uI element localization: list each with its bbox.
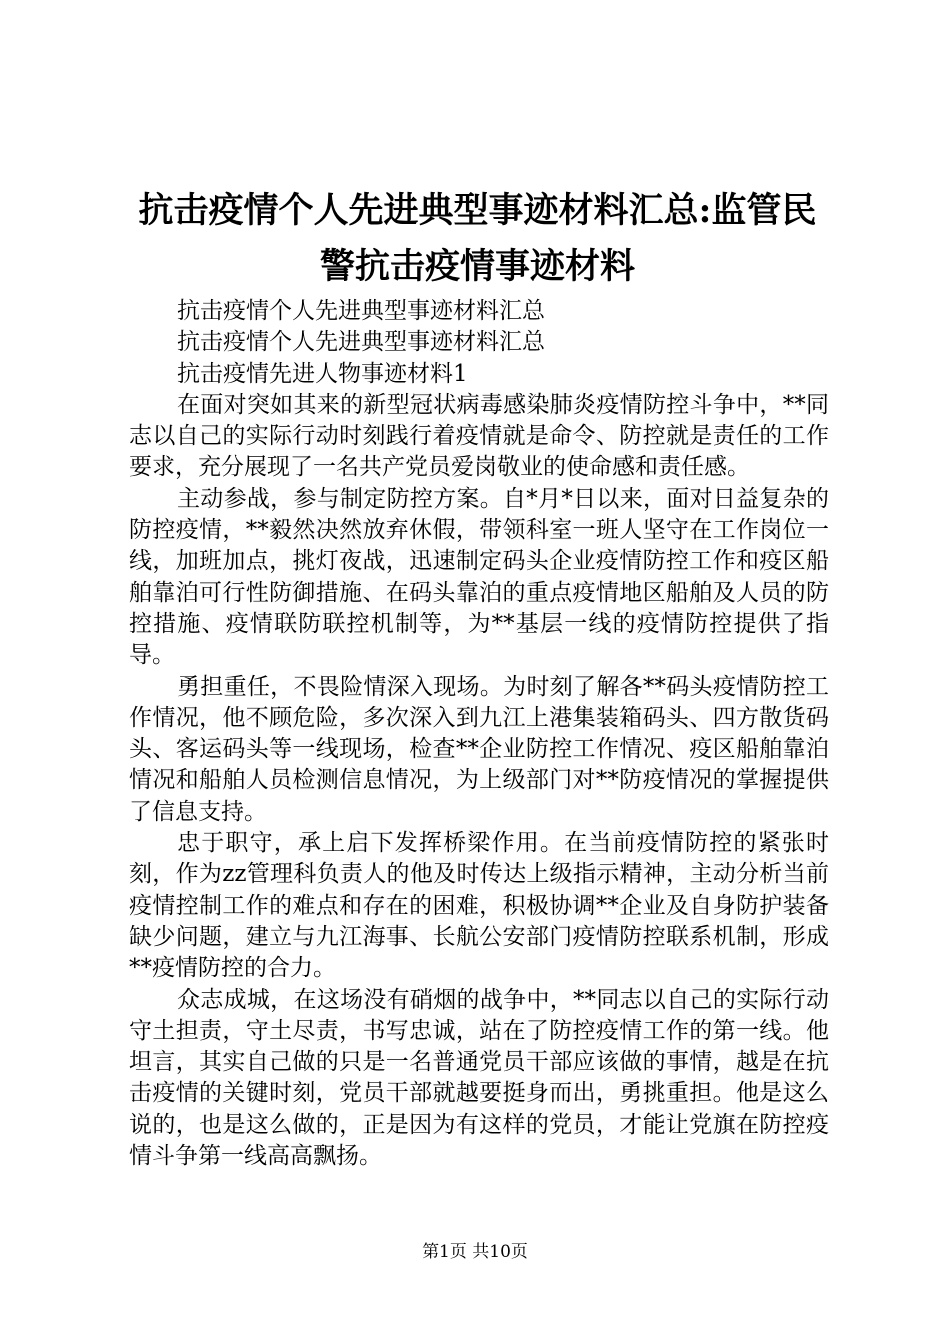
page-number-footer: 第1页 共10页 [422, 1242, 528, 1262]
paragraph-subtitle-1: 抗击疫情个人先进典型事迹材料汇总 [177, 298, 545, 324]
paragraph-participate: 主动参战，参与制定防控方案。自*月*日以来，面对日益复杂的防控疫情，**毅然决然放弃休假，带领科室一班人坚守在工作岗位一线，加班加点，挑灯夜战，迅速制定码头企业疫情防控工作和疫区船舶靠泊可行性防御措施、在码头靠泊的重点疫情地区船舶及人员的防控措施、疫情联防联控机制等，为**基层一线的疫情防控提供了指导。 [129, 485, 829, 669]
paragraph-subtitle-2: 抗击疫情个人先进典型事迹材料汇总 [177, 329, 545, 356]
paragraph-responsibility: 勇担重任，不畏险情深入现场。为时刻了解各**码头疫情防控工作情况，他不顾危险，多次深入到九江上港集装箱码头、四方散货码头、客运码头等一线现场，检查**企业防控工作情况、疫区船舶靠泊情况和船舶人员检测信息情况，为上级部门对**防疫情况的掌握提供了信息支持。 [129, 673, 829, 825]
paragraph-conclusion: 众志成城，在这场没有硝烟的战争中，**同志以自己的实际行动守土担责，守土尽责，书写忠诚，站在了防控疫情工作的第一线。他坦言，其实自己做的只是一名普通党员干部应该做的事情，越是在抗击疫情的关键时刻，党员干部就越要挺身而出，勇挑重担。他是这么说的，也是这么做的，正是因为有这样的党员，才能让党旗在防控疫情斗争第一线高高飘扬。 [129, 986, 829, 1170]
paragraph-section-heading: 抗击疫情先进人物事迹材料1 [177, 360, 468, 387]
document-title: 抗击疫情个人先进典型事迹材料汇总:监管民警抗击疫情事迹材料 [138, 190, 817, 287]
document-body [129, 296, 829, 1172]
paragraph-bridge: 忠于职守，承上启下发挥桥梁作用。在当前疫情防控的紧张时刻，作为zz管理科负责人的他及时传达上级指示精神，主动分析当前疫情控制工作的难点和存在的困难，积极协调**企业及自身防护装备缺少问题，建立与九江海事、长航公安部门疫情防控联系机制，形成**疫情防控的合力。 [129, 830, 829, 982]
paragraph-intro: 在面对突如其来的新型冠状病毒感染肺炎疫情防控斗争中，**同志以自己的实际行动时刻践行着疫情就是命令、防控就是责任的工作要求，充分展现了一名共产党员爱岗敬业的使命感和责任感。 [129, 391, 829, 481]
